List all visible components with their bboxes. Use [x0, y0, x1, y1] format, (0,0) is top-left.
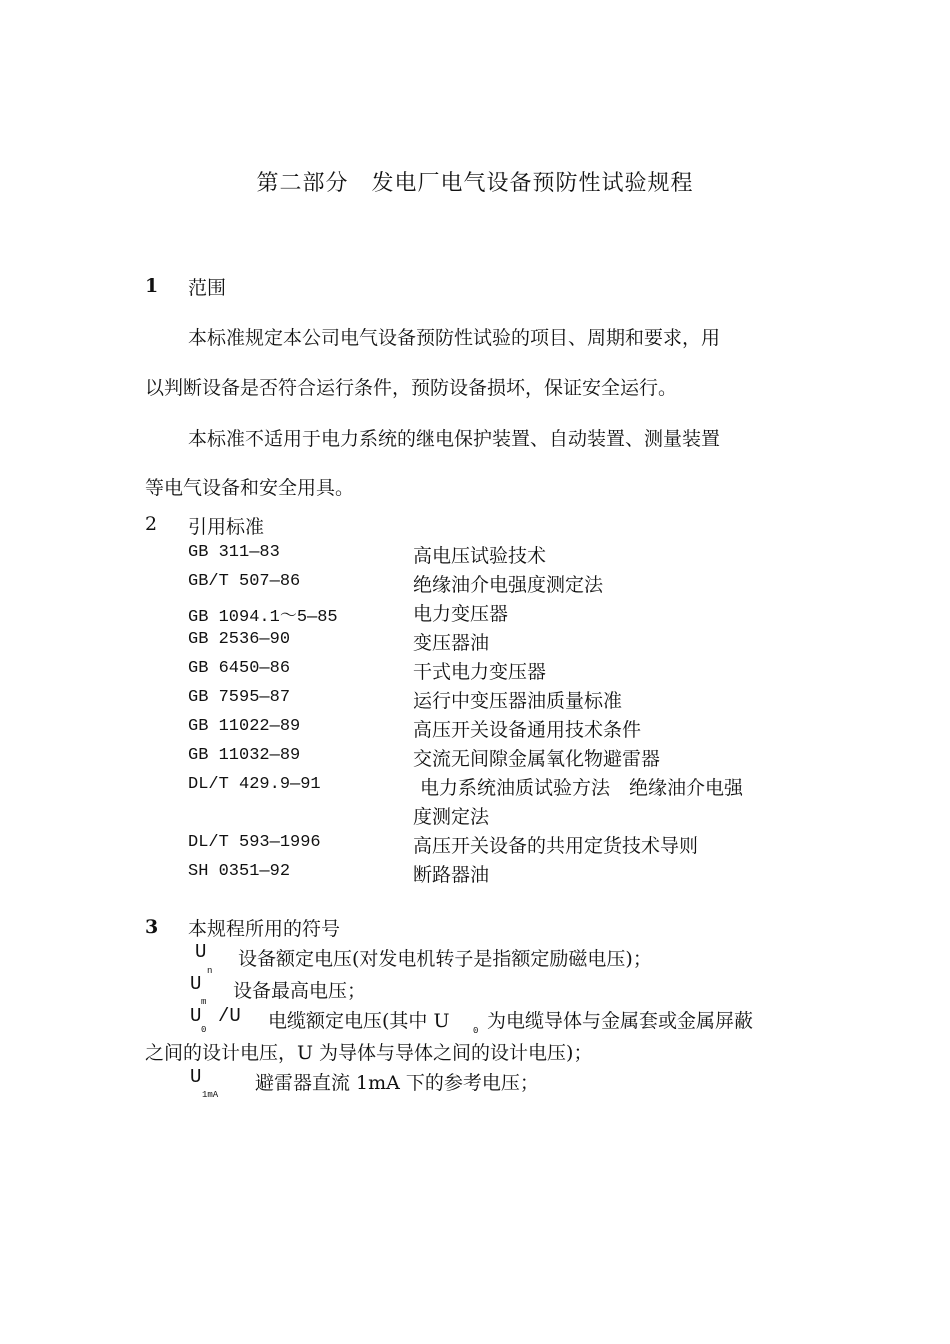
standard-code: GB 311—83 — [188, 543, 280, 562]
standard-code: GB 1094.1～5—85 — [188, 608, 338, 627]
symbol-u1ma: U — [190, 1066, 202, 1088]
section-2-title: 引用标准 — [188, 516, 265, 538]
standard-name: 变压器油 — [413, 632, 490, 654]
symbol-u0-u-description-cont: 为电缆导体与金属套或金属屏蔽 — [487, 1010, 754, 1032]
symbol-u-rated-description: 设备额定电压(对发电机转子是指额定励磁电压)； — [238, 948, 652, 970]
symbol-u0-u-description-line-2: 之间的设计电压，U 为导体与导体之间的设计电压)； — [145, 1042, 593, 1064]
document-title: 第二部分 发电厂电气设备预防性试验规程 — [256, 171, 694, 196]
symbol-u-rated: U — [195, 941, 207, 963]
section-1-paragraph-2-line-1: 本标准不适用于电力系统的继电保护装置、自动装置、测量装置 — [188, 428, 721, 450]
section-1-number: 1 — [145, 275, 159, 297]
section-1-paragraph-1-line-1: 本标准规定本公司电气设备预防性试验的项目、周期和要求，用 — [188, 327, 721, 349]
symbol-slash-u: /U — [218, 1005, 241, 1027]
section-2-number: 2 — [145, 513, 158, 535]
standard-code: GB 11022—89 — [188, 717, 301, 736]
standard-name: 高压开关设备的共用定货技术导则 — [413, 835, 699, 857]
standard-name: 运行中变压器油质量标准 — [413, 690, 623, 712]
section-3-title: 本规程所用的符号 — [188, 918, 341, 940]
symbol-u0-u-description: 电缆额定电压(其中 U — [268, 1010, 450, 1032]
standard-code: GB 2536—90 — [188, 630, 291, 649]
symbol-u-max: U — [190, 973, 202, 995]
standard-name: 电力系统油质试验方法 绝缘油介电强 — [420, 777, 744, 799]
symbol-subscript: 1mA — [202, 1090, 219, 1100]
standard-name: 高压开关设备通用技术条件 — [413, 719, 642, 741]
symbol-u-max-description: 设备最高电压； — [233, 980, 367, 1002]
standard-code: DL/T 429.9—91 — [188, 775, 321, 794]
standard-name: 干式电力变压器 — [413, 661, 547, 683]
section-3-number: 3 — [145, 916, 159, 938]
standard-name: 高电压试验技术 — [413, 545, 547, 567]
symbol-u0-u: U — [190, 1005, 202, 1027]
symbol-u1ma-description: 避雷器直流 1mA 下的参考电压； — [255, 1072, 539, 1094]
standard-code: GB 11032—89 — [188, 746, 301, 765]
standard-name: 交流无间隙金属氧化物避雷器 — [413, 748, 661, 770]
section-1-paragraph-2-line-2: 等电气设备和安全用具。 — [145, 477, 355, 499]
symbol-superscript: m — [201, 997, 207, 1007]
standard-code: GB/T 507—86 — [188, 572, 301, 591]
symbol-subscript: 0 — [473, 1026, 479, 1036]
symbol-superscript: n — [207, 966, 213, 976]
symbol-subscript: 0 — [201, 1025, 207, 1035]
standard-code: DL/T 593—1996 — [188, 833, 321, 852]
section-1-paragraph-1-line-2: 以判断设备是否符合运行条件，预防设备损坏，保证安全运行。 — [145, 377, 678, 399]
standard-code: GB 6450—86 — [188, 659, 291, 678]
standard-code: GB 7595—87 — [188, 688, 291, 707]
standard-code: SH 0351—92 — [188, 862, 291, 881]
section-1-title: 范围 — [188, 277, 227, 299]
standard-name-continued: 度测定法 — [413, 806, 490, 828]
standard-name: 电力变压器 — [413, 603, 509, 625]
standard-name: 断路器油 — [413, 864, 490, 886]
standard-name: 绝缘油介电强度测定法 — [413, 574, 604, 596]
